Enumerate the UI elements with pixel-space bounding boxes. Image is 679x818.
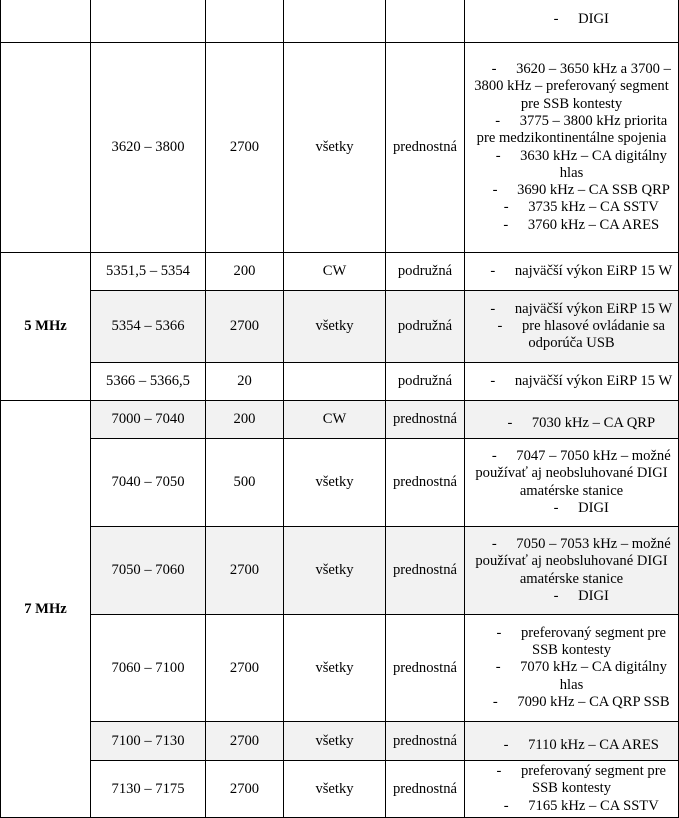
mode-cell: všetky <box>284 761 386 818</box>
status-cell: podružná <box>386 363 465 401</box>
freq-cell: 5366 – 5366,5 <box>91 363 206 401</box>
note-item: - 3620 – 3650 kHz a 3700 – 3800 kHz – preferovaný segment pre SSB kontesty <box>474 61 671 112</box>
bandwidth-cell: 2700 <box>206 527 284 615</box>
table-row <box>1 0 679 43</box>
notes-cell <box>465 527 679 615</box>
band-cell-continued <box>1 0 91 43</box>
mode-cell: CW <box>284 401 386 439</box>
notes-cell <box>465 0 679 43</box>
bandwidth-cell: 200 <box>206 253 284 291</box>
status-cell: prednostná <box>386 761 465 818</box>
note-item: - 7110 kHz – CA ARES <box>503 737 659 754</box>
status-cell: prednostná <box>386 722 465 761</box>
mode-cell: všetky <box>284 722 386 761</box>
bandwidth-cell: 2700 <box>206 615 284 722</box>
mode-cell: všetky <box>284 439 386 527</box>
bandwidth-cell: 2700 <box>206 722 284 761</box>
notes-cell <box>465 722 679 761</box>
table-row <box>1 439 679 527</box>
mode-cell: všetky <box>284 527 386 615</box>
note-item: - 3760 kHz – CA ARES <box>503 216 660 233</box>
note-item: - 7165 kHz – CA SSTV <box>503 797 659 814</box>
freq-cell: 5354 – 5366 <box>91 291 206 363</box>
freq-cell: 7040 – 7050 <box>91 439 206 527</box>
note-item: - DIGI <box>553 587 609 604</box>
bandwidth-cell: 200 <box>206 401 284 439</box>
notes-cell <box>465 401 679 439</box>
bandwidth-cell: 2700 <box>206 43 284 253</box>
table-row <box>1 761 679 818</box>
status-cell: prednostná <box>386 43 465 253</box>
mode-cell <box>284 0 386 43</box>
freq-cell: 7100 – 7130 <box>91 722 206 761</box>
note-item: - preferovaný segment pre SSB kontesty <box>496 624 667 659</box>
status-cell: prednostná <box>386 527 465 615</box>
note-item: - 3775 – 3800 kHz priorita pre medzikontinentálne spojenia <box>476 112 668 147</box>
status-cell: podružná <box>386 291 465 363</box>
table-row <box>1 722 679 761</box>
table-row <box>1 291 679 363</box>
freq-cell: 7130 – 7175 <box>91 761 206 818</box>
mode-cell: CW <box>284 253 386 291</box>
band-label-5mhz: 5 MHz <box>1 253 91 401</box>
note-item: - preferovaný segment pre SSB kontesty <box>496 763 667 797</box>
bandwidth-cell: 2700 <box>206 291 284 363</box>
mode-cell: všetky <box>284 615 386 722</box>
freq-cell: 3620 – 3800 <box>91 43 206 253</box>
notes-cell <box>465 615 679 722</box>
table-row <box>1 615 679 722</box>
note-item: - 7030 kHz – CA QRP <box>507 415 656 432</box>
freq-cell: 5351,5 – 5354 <box>91 253 206 291</box>
notes-cell <box>465 43 679 253</box>
bandwidth-cell: 2700 <box>206 761 284 818</box>
note-item: - 7090 kHz – CA QRP SSB <box>492 693 670 710</box>
status-cell: prednostná <box>386 439 465 527</box>
notes-cell <box>465 363 679 401</box>
freq-cell <box>91 0 206 43</box>
table-row <box>1 253 679 291</box>
status-cell <box>386 0 465 43</box>
bandwidth-cell <box>206 0 284 43</box>
status-cell: prednostná <box>386 401 465 439</box>
freq-cell: 7060 – 7100 <box>91 615 206 722</box>
mode-cell: všetky <box>284 291 386 363</box>
note-item: - najväčší výkon EiRP 15 W <box>490 300 673 317</box>
freq-cell: 7050 – 7060 <box>91 527 206 615</box>
status-cell: prednostná <box>386 615 465 722</box>
note-item: - najväčší výkon EiRP 15 W <box>490 262 673 279</box>
table-row <box>1 401 679 439</box>
band-cell-80m <box>1 43 91 253</box>
note-item: - 3735 kHz – CA SSTV <box>503 199 659 216</box>
mode-cell: všetky <box>284 43 386 253</box>
table-row <box>1 43 679 253</box>
note-item: - DIGI <box>553 11 609 28</box>
note-item: - 3630 kHz – CA digitálny hlas <box>495 147 667 181</box>
note-item: - najväčší výkon EiRP 15 W <box>490 372 673 389</box>
freq-cell: 7000 – 7040 <box>91 401 206 439</box>
note-item: - 7047 – 7050 kHz – možné používať aj neobsluhované DIGI amatérske stanice <box>475 447 671 499</box>
note-item: - 7050 – 7053 kHz – možné používať aj neobsluhované DIGI amatérske stanice <box>475 535 671 587</box>
note-item: - pre hlasové ovládanie sa odporúča USB <box>497 317 666 352</box>
bandwidth-cell: 500 <box>206 439 284 527</box>
notes-cell <box>465 439 679 527</box>
notes-cell <box>465 291 679 363</box>
notes-cell <box>465 761 679 818</box>
status-cell: podružná <box>386 253 465 291</box>
notes-cell <box>465 253 679 291</box>
bandwidth-cell: 20 <box>206 363 284 401</box>
note-item: - DIGI <box>553 499 609 516</box>
note-item: - 3690 kHz – CA SSB QRP <box>492 182 670 199</box>
band-label-7mhz: 7 MHz <box>1 401 91 818</box>
table-row <box>1 363 679 401</box>
mode-cell <box>284 363 386 401</box>
table-row <box>1 527 679 615</box>
note-item: - 7070 kHz – CA digitálny hlas <box>495 659 667 693</box>
